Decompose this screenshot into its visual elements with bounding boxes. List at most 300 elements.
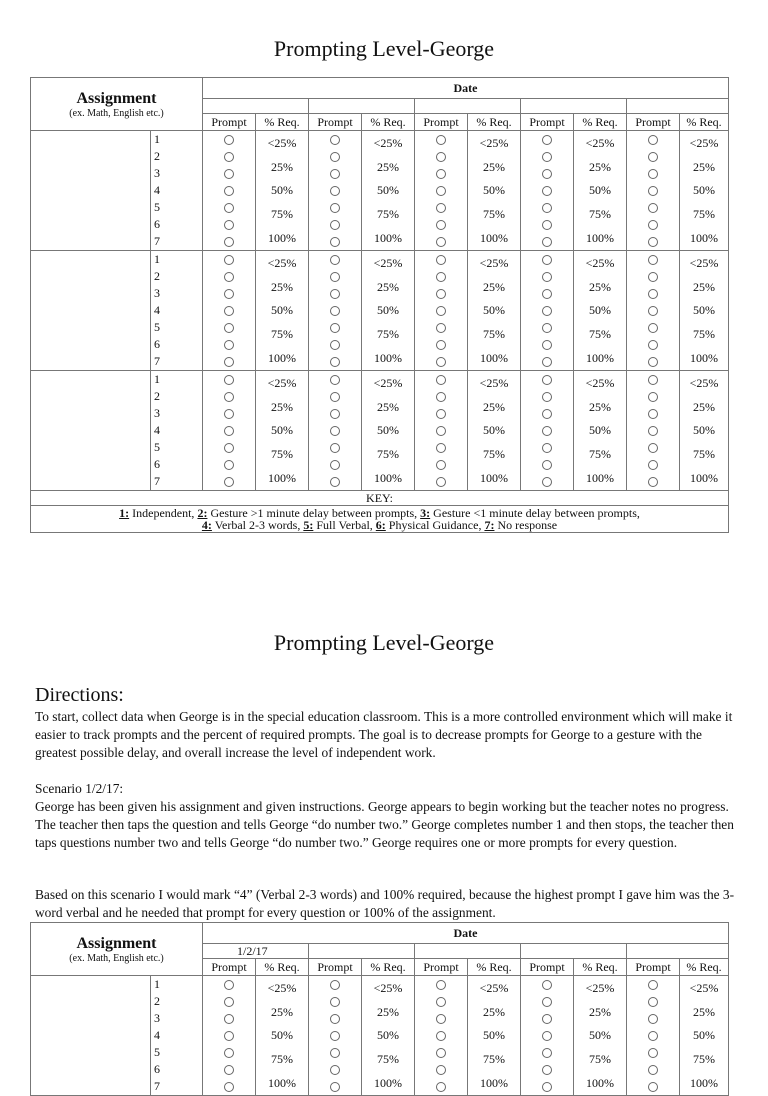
prompt-level-number: 2 xyxy=(154,994,160,1008)
req-option[interactable]: 25% xyxy=(483,1004,506,1019)
prompt-level-numbers xyxy=(151,131,203,251)
prompt-radio[interactable] xyxy=(542,426,552,436)
prompt-radio[interactable] xyxy=(436,203,446,213)
prompt-radio[interactable] xyxy=(542,375,552,385)
prompt-radio-group xyxy=(309,371,362,491)
prompt-radio[interactable] xyxy=(330,340,340,350)
prompt-radio-group xyxy=(309,251,362,371)
date-entry[interactable]: 1/2/17 xyxy=(203,944,309,959)
prompt-radio[interactable] xyxy=(330,997,340,1007)
prompt-radio[interactable] xyxy=(648,1048,658,1058)
req-option[interactable]: 100% xyxy=(690,231,719,246)
prompt-radio[interactable] xyxy=(330,135,340,145)
req-option[interactable]: 100% xyxy=(374,231,403,246)
req-option[interactable]: 25% xyxy=(693,1004,716,1019)
date-header: Date xyxy=(203,78,729,99)
prompt-radio[interactable] xyxy=(330,323,340,333)
date-entry[interactable] xyxy=(521,99,627,114)
req-option[interactable]: 25% xyxy=(271,159,294,174)
req-col-header: % Req. xyxy=(574,114,627,131)
req-option[interactable]: 25% xyxy=(377,1004,400,1019)
req-option[interactable]: 50% xyxy=(483,1028,506,1043)
prompt-radio[interactable] xyxy=(224,426,234,436)
prompt-radio[interactable] xyxy=(330,443,340,453)
prompt-radio[interactable] xyxy=(648,186,658,196)
key-text: Independent, xyxy=(129,506,198,520)
prompt-radio[interactable] xyxy=(436,409,446,419)
prompt-radio[interactable] xyxy=(436,443,446,453)
prompt-level-number: 6 xyxy=(154,337,160,351)
prompt-level-numbers xyxy=(151,251,203,371)
req-option[interactable]: 75% xyxy=(483,1052,506,1067)
req-option[interactable]: 100% xyxy=(480,351,509,366)
prompt-radio[interactable] xyxy=(542,323,552,333)
prompt-radio[interactable] xyxy=(330,203,340,213)
req-option[interactable]: 50% xyxy=(271,1028,294,1043)
prompt-radio[interactable] xyxy=(648,237,658,247)
prompt-radio[interactable] xyxy=(436,1031,446,1041)
prompt-radio[interactable] xyxy=(542,392,552,402)
req-option[interactable]: 100% xyxy=(374,471,403,486)
prompt-radio[interactable] xyxy=(224,220,234,230)
directions-heading: Directions: xyxy=(35,684,124,706)
prompt-radio[interactable] xyxy=(436,340,446,350)
req-option[interactable]: 100% xyxy=(586,351,615,366)
prompt-radio[interactable] xyxy=(330,1082,340,1092)
key-text: Gesture >1 minute delay between prompts, xyxy=(207,506,421,520)
req-option[interactable]: 50% xyxy=(271,303,294,318)
prompt-radio[interactable] xyxy=(648,1065,658,1075)
prompt-radio[interactable] xyxy=(648,340,658,350)
prompt-radio-group xyxy=(521,131,574,251)
req-option[interactable]: 50% xyxy=(483,303,506,318)
prompt-radio[interactable] xyxy=(330,477,340,487)
prompt-radio[interactable] xyxy=(224,392,234,402)
prompt-radio[interactable] xyxy=(330,289,340,299)
prompt-radio-group xyxy=(627,131,680,251)
req-option[interactable]: 100% xyxy=(690,471,719,486)
req-option[interactable]: 25% xyxy=(377,399,400,414)
prompt-radio[interactable] xyxy=(542,340,552,350)
prompt-radio[interactable] xyxy=(224,135,234,145)
req-option[interactable]: 50% xyxy=(483,423,506,438)
prompt-radio[interactable] xyxy=(648,203,658,213)
prompt-radio[interactable] xyxy=(330,220,340,230)
prompt-radio[interactable] xyxy=(224,272,234,282)
prompt-radio[interactable] xyxy=(224,1048,234,1058)
prompt-radio[interactable] xyxy=(436,477,446,487)
req-option[interactable]: 50% xyxy=(271,183,294,198)
req-option[interactable]: 50% xyxy=(483,183,506,198)
prompt-radio[interactable] xyxy=(542,1031,552,1041)
prompt-radio[interactable] xyxy=(542,1065,552,1075)
req-option[interactable]: 100% xyxy=(586,471,615,486)
req-option[interactable]: 75% xyxy=(693,447,716,462)
prompt-radio[interactable] xyxy=(648,426,658,436)
prompt-radio[interactable] xyxy=(542,980,552,990)
prompt-radio[interactable] xyxy=(224,203,234,213)
prompt-radio[interactable] xyxy=(330,255,340,265)
req-option[interactable]: 75% xyxy=(377,447,400,462)
prompt-radio[interactable] xyxy=(224,357,234,367)
req-option[interactable]: 50% xyxy=(589,183,612,198)
req-option[interactable]: 50% xyxy=(377,183,400,198)
prompt-radio[interactable] xyxy=(436,426,446,436)
prompt-radio[interactable] xyxy=(648,323,658,333)
prompt-radio[interactable] xyxy=(648,460,658,470)
req-option[interactable]: <25% xyxy=(373,135,403,150)
prompt-radio[interactable] xyxy=(330,272,340,282)
prompt-radio[interactable] xyxy=(330,152,340,162)
prompt-radio[interactable] xyxy=(224,306,234,316)
req-option[interactable]: <25% xyxy=(689,135,719,150)
req-options xyxy=(680,371,729,491)
prompt-radio[interactable] xyxy=(330,357,340,367)
prompt-radio[interactable] xyxy=(330,409,340,419)
prompt-radio[interactable] xyxy=(648,1082,658,1092)
prompt-radio[interactable] xyxy=(542,255,552,265)
prompt-radio[interactable] xyxy=(436,460,446,470)
prompt-radio[interactable] xyxy=(542,997,552,1007)
req-option[interactable]: 25% xyxy=(377,279,400,294)
prompt-radio[interactable] xyxy=(542,272,552,282)
prompt-radio[interactable] xyxy=(542,1048,552,1058)
prompt-radio[interactable] xyxy=(436,997,446,1007)
prompt-radio[interactable] xyxy=(648,135,658,145)
req-option[interactable]: 50% xyxy=(271,423,294,438)
req-option[interactable]: 25% xyxy=(693,279,716,294)
req-option[interactable]: 50% xyxy=(693,423,716,438)
prompt-radio[interactable] xyxy=(224,289,234,299)
prompt-radio[interactable] xyxy=(542,186,552,196)
prompt-radio[interactable] xyxy=(542,237,552,247)
key-text: Gesture <1 minute delay between prompts, xyxy=(430,506,640,520)
prompt-radio[interactable] xyxy=(436,1048,446,1058)
req-option[interactable]: 25% xyxy=(589,1004,612,1019)
prompt-radio[interactable] xyxy=(648,375,658,385)
req-options xyxy=(680,976,729,1096)
req-option[interactable]: 100% xyxy=(374,1076,403,1091)
req-options xyxy=(574,251,627,371)
req-option[interactable]: 100% xyxy=(586,1076,615,1091)
req-option[interactable]: 75% xyxy=(483,447,506,462)
req-option[interactable]: <25% xyxy=(373,980,403,995)
assignment-cell[interactable] xyxy=(31,131,151,251)
assignment-sub-label: (ex. Math, English etc.) xyxy=(69,952,164,964)
prompt-radio[interactable] xyxy=(648,392,658,402)
prompt-radio[interactable] xyxy=(224,375,234,385)
prompt-radio[interactable] xyxy=(330,237,340,247)
prompt-level-number: 3 xyxy=(154,166,160,180)
prompt-radio[interactable] xyxy=(648,220,658,230)
date-entry[interactable] xyxy=(415,99,521,114)
req-option[interactable]: 100% xyxy=(690,1076,719,1091)
req-option[interactable]: <25% xyxy=(585,135,615,150)
prompt-level-number: 4 xyxy=(154,1028,160,1042)
assignment-cell[interactable] xyxy=(31,371,151,491)
req-option[interactable]: <25% xyxy=(479,255,509,270)
prompt-radio[interactable] xyxy=(648,169,658,179)
prompt-radio[interactable] xyxy=(330,392,340,402)
prompt-radio[interactable] xyxy=(224,237,234,247)
prompt-radio[interactable] xyxy=(224,443,234,453)
req-option[interactable]: 25% xyxy=(271,279,294,294)
req-option[interactable]: <25% xyxy=(479,375,509,390)
req-option[interactable]: 25% xyxy=(271,399,294,414)
prompt-level-number: 6 xyxy=(154,217,160,231)
prompt-radio[interactable] xyxy=(648,306,658,316)
prompt-radio[interactable] xyxy=(542,152,552,162)
prompt-radio[interactable] xyxy=(648,997,658,1007)
req-option[interactable]: 50% xyxy=(377,423,400,438)
req-option[interactable]: <25% xyxy=(479,135,509,150)
req-option[interactable]: 25% xyxy=(693,159,716,174)
prompt-radio[interactable] xyxy=(224,1065,234,1075)
req-option[interactable]: 75% xyxy=(377,327,400,342)
req-option[interactable]: 50% xyxy=(693,1028,716,1043)
req-option[interactable]: 25% xyxy=(589,279,612,294)
prompt-radio[interactable] xyxy=(224,1014,234,1024)
prompt-col-header: Prompt xyxy=(309,114,362,131)
req-option[interactable]: 75% xyxy=(589,1052,612,1067)
prompt-radio[interactable] xyxy=(224,323,234,333)
prompt-level-number: 3 xyxy=(154,1011,160,1025)
req-option[interactable]: 75% xyxy=(271,327,294,342)
prompt-radio-group xyxy=(309,976,362,1096)
prompt-radio[interactable] xyxy=(330,186,340,196)
prompt-radio[interactable] xyxy=(224,477,234,487)
key-label: KEY: xyxy=(31,491,729,506)
prompt-radio[interactable] xyxy=(648,980,658,990)
req-option[interactable]: 25% xyxy=(483,159,506,174)
req-option[interactable]: 25% xyxy=(589,399,612,414)
prompt-radio[interactable] xyxy=(436,272,446,282)
prompt-radio[interactable] xyxy=(436,1082,446,1092)
prompt-radio[interactable] xyxy=(330,1048,340,1058)
req-option[interactable]: 75% xyxy=(271,1052,294,1067)
date-entry[interactable] xyxy=(309,944,415,959)
req-option[interactable]: <25% xyxy=(689,255,719,270)
prompt-radio[interactable] xyxy=(330,169,340,179)
req-option[interactable]: 100% xyxy=(480,1076,509,1091)
prompt-radio[interactable] xyxy=(542,169,552,179)
key-number: 1: xyxy=(119,506,130,520)
date-entry[interactable] xyxy=(203,99,309,114)
prompt-radio-group xyxy=(521,976,574,1096)
prompt-radio[interactable] xyxy=(330,1031,340,1041)
prompt-radio[interactable] xyxy=(542,357,552,367)
req-option[interactable]: 75% xyxy=(377,1052,400,1067)
prompt-radio[interactable] xyxy=(648,409,658,419)
assignment-header xyxy=(31,923,203,976)
req-option[interactable]: <25% xyxy=(267,135,297,150)
prompt-radio[interactable] xyxy=(436,255,446,265)
prompt-radio[interactable] xyxy=(648,289,658,299)
prompt-radio[interactable] xyxy=(436,392,446,402)
prompt-radio[interactable] xyxy=(436,237,446,247)
prompt-radio[interactable] xyxy=(224,1082,234,1092)
prompt-radio[interactable] xyxy=(648,1014,658,1024)
req-option[interactable]: <25% xyxy=(373,375,403,390)
date-entry[interactable] xyxy=(521,944,627,959)
prompt-level-number: 5 xyxy=(154,200,160,214)
req-option[interactable]: 100% xyxy=(268,471,297,486)
prompt-radio[interactable] xyxy=(542,443,552,453)
req-option[interactable]: <25% xyxy=(373,255,403,270)
req-option[interactable]: <25% xyxy=(585,980,615,995)
req-option[interactable]: 100% xyxy=(480,231,509,246)
prompt-level-number: 4 xyxy=(154,423,160,437)
prompt-radio[interactable] xyxy=(330,426,340,436)
req-option[interactable]: 75% xyxy=(483,207,506,222)
prompt-radio[interactable] xyxy=(436,186,446,196)
prompt-radio[interactable] xyxy=(224,980,234,990)
key-text: Verbal 2-3 words, xyxy=(211,518,304,532)
req-option[interactable]: 25% xyxy=(377,159,400,174)
prompt-radio[interactable] xyxy=(330,1014,340,1024)
prompt-radio[interactable] xyxy=(542,1082,552,1092)
prompt-radio[interactable] xyxy=(436,306,446,316)
prompt-radio[interactable] xyxy=(436,169,446,179)
prompt-radio[interactable] xyxy=(542,135,552,145)
prompt-level-number: 7 xyxy=(154,474,160,488)
req-option[interactable]: 75% xyxy=(271,207,294,222)
assignment-cell[interactable] xyxy=(31,251,151,371)
req-option[interactable]: 75% xyxy=(589,207,612,222)
req-options xyxy=(468,131,521,251)
prompt-radio[interactable] xyxy=(648,255,658,265)
prompt-radio[interactable] xyxy=(224,255,234,265)
req-option[interactable]: 50% xyxy=(377,1028,400,1043)
prompt-radio[interactable] xyxy=(436,1014,446,1024)
prompt-radio[interactable] xyxy=(542,306,552,316)
prompt-radio[interactable] xyxy=(330,306,340,316)
req-option[interactable]: <25% xyxy=(689,980,719,995)
req-col-header: % Req. xyxy=(468,959,521,976)
req-option[interactable]: 100% xyxy=(480,471,509,486)
prompt-radio[interactable] xyxy=(436,152,446,162)
req-col-header: % Req. xyxy=(574,959,627,976)
req-option[interactable]: <25% xyxy=(689,375,719,390)
prompting-table-2 xyxy=(30,922,729,1096)
prompt-radio[interactable] xyxy=(330,460,340,470)
req-option[interactable]: 25% xyxy=(693,399,716,414)
prompt-radio[interactable] xyxy=(436,1065,446,1075)
prompt-radio[interactable] xyxy=(542,220,552,230)
date-entry[interactable] xyxy=(627,944,729,959)
prompt-radio[interactable] xyxy=(224,186,234,196)
req-option[interactable]: 75% xyxy=(589,327,612,342)
req-options xyxy=(362,251,415,371)
prompt-radio[interactable] xyxy=(436,220,446,230)
prompt-radio-group xyxy=(627,251,680,371)
prompt-radio[interactable] xyxy=(648,357,658,367)
prompt-radio[interactable] xyxy=(542,460,552,470)
req-option[interactable]: 100% xyxy=(268,351,297,366)
prompt-radio[interactable] xyxy=(648,1031,658,1041)
date-entry[interactable] xyxy=(415,944,521,959)
req-option[interactable]: 100% xyxy=(586,231,615,246)
req-option[interactable]: <25% xyxy=(585,255,615,270)
prompt-radio[interactable] xyxy=(648,152,658,162)
req-option[interactable]: 100% xyxy=(374,351,403,366)
prompt-radio[interactable] xyxy=(542,1014,552,1024)
req-option[interactable]: 75% xyxy=(483,327,506,342)
req-option[interactable]: <25% xyxy=(267,255,297,270)
req-option[interactable]: <25% xyxy=(267,375,297,390)
req-option[interactable]: <25% xyxy=(479,980,509,995)
req-option[interactable]: 100% xyxy=(690,351,719,366)
req-options xyxy=(362,131,415,251)
req-option[interactable]: 25% xyxy=(271,1004,294,1019)
prompt-radio[interactable] xyxy=(542,409,552,419)
prompt-radio-group xyxy=(309,131,362,251)
req-option[interactable]: 100% xyxy=(268,1076,297,1091)
req-option[interactable]: 50% xyxy=(693,183,716,198)
prompt-radio[interactable] xyxy=(436,323,446,333)
prompt-radio[interactable] xyxy=(330,980,340,990)
prompt-radio[interactable] xyxy=(224,460,234,470)
date-entry[interactable] xyxy=(309,99,415,114)
req-option[interactable]: 25% xyxy=(483,399,506,414)
prompt-radio[interactable] xyxy=(330,375,340,385)
prompt-radio[interactable] xyxy=(330,1065,340,1075)
date-entry[interactable] xyxy=(627,99,729,114)
prompt-radio[interactable] xyxy=(542,477,552,487)
prompt-radio[interactable] xyxy=(648,477,658,487)
prompt-radio[interactable] xyxy=(224,169,234,179)
prompt-radio[interactable] xyxy=(436,375,446,385)
prompt-radio[interactable] xyxy=(436,980,446,990)
prompt-radio-group xyxy=(415,131,468,251)
prompt-radio[interactable] xyxy=(648,443,658,453)
prompt-col-header: Prompt xyxy=(415,959,468,976)
prompt-radio[interactable] xyxy=(224,1031,234,1041)
prompt-radio[interactable] xyxy=(224,340,234,350)
req-option[interactable]: 100% xyxy=(268,231,297,246)
req-option[interactable]: <25% xyxy=(585,375,615,390)
req-option[interactable]: 75% xyxy=(693,1052,716,1067)
req-option[interactable]: 75% xyxy=(693,327,716,342)
prompt-radio[interactable] xyxy=(542,289,552,299)
req-option[interactable]: 75% xyxy=(377,207,400,222)
prompt-radio-group xyxy=(521,371,574,491)
req-option[interactable]: 75% xyxy=(271,447,294,462)
prompt-level-number: 1 xyxy=(154,372,160,386)
req-option[interactable]: 50% xyxy=(589,1028,612,1043)
prompt-radio[interactable] xyxy=(436,357,446,367)
req-option[interactable]: 50% xyxy=(377,303,400,318)
prompt-radio[interactable] xyxy=(436,135,446,145)
prompt-radio[interactable] xyxy=(224,997,234,1007)
req-option[interactable]: 50% xyxy=(589,423,612,438)
prompt-level-number: 6 xyxy=(154,457,160,471)
req-option[interactable]: <25% xyxy=(267,980,297,995)
prompt-radio[interactable] xyxy=(436,289,446,299)
prompt-radio[interactable] xyxy=(542,203,552,213)
assignment-cell[interactable] xyxy=(31,976,151,1096)
req-option[interactable]: 50% xyxy=(693,303,716,318)
prompt-radio[interactable] xyxy=(224,152,234,162)
req-option[interactable]: 75% xyxy=(589,447,612,462)
req-option[interactable]: 50% xyxy=(589,303,612,318)
prompt-radio-group xyxy=(203,371,256,491)
req-option[interactable]: 75% xyxy=(693,207,716,222)
req-option[interactable]: 25% xyxy=(589,159,612,174)
req-option[interactable]: 25% xyxy=(483,279,506,294)
prompt-radio[interactable] xyxy=(224,409,234,419)
prompt-radio[interactable] xyxy=(648,272,658,282)
